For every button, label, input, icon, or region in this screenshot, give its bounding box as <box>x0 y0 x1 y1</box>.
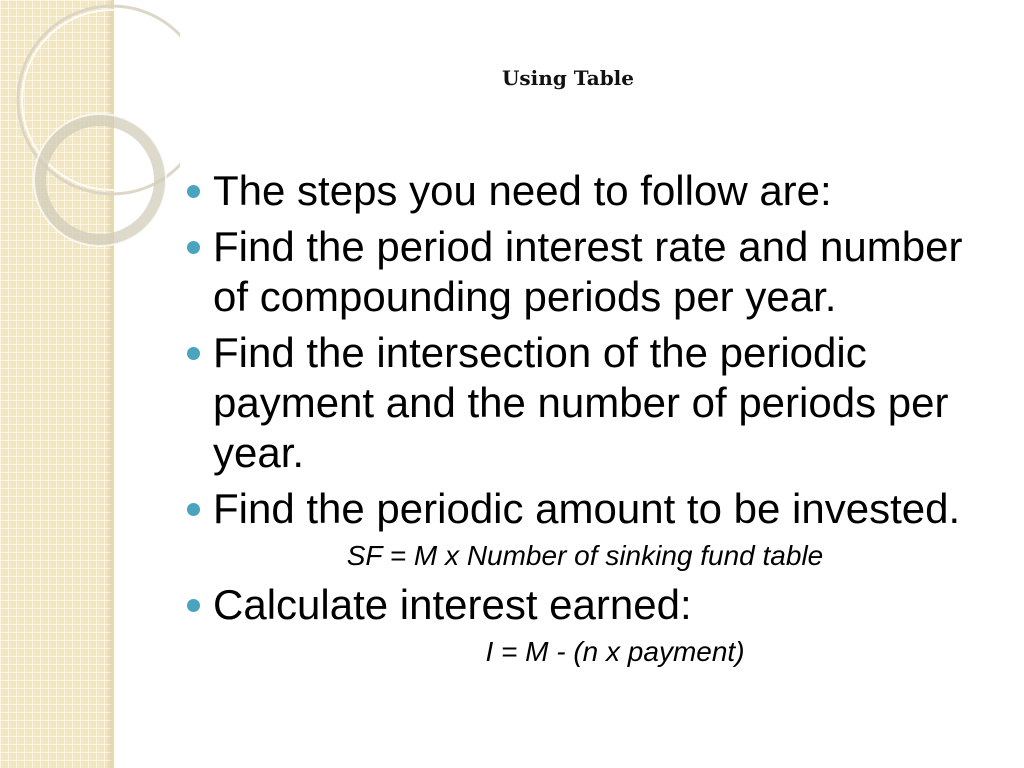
bullet-text: Find the period interest rate and number of compounding periods per year. <box>213 223 963 320</box>
bullet-dot-icon <box>187 599 200 612</box>
bullet-text: Find the intersection of the periodic payment and the number of periods per year. <box>213 329 949 476</box>
bullet-text: The steps you need to follow are: <box>213 167 832 214</box>
bullet-text: Calculate interest earned: <box>213 581 692 628</box>
slide-title: Using Table <box>501 66 635 90</box>
formula-sinking-fund: SF = M x Number of sinking fund table <box>346 540 824 571</box>
bullet-item <box>185 328 985 478</box>
bullet-item <box>185 484 985 534</box>
bullet-list <box>185 166 985 676</box>
bullet-dot-icon <box>187 503 200 516</box>
bullet-text: Find the periodic amount to be invested. <box>213 485 961 532</box>
bullet-item <box>185 166 985 216</box>
bullet-dot-icon <box>187 347 200 360</box>
formula-interest: I = M - (n x payment) <box>485 636 745 667</box>
bullet-item <box>185 222 985 322</box>
decorative-rings <box>0 0 180 260</box>
bullet-item <box>185 580 985 630</box>
bullet-dot-icon <box>187 185 200 198</box>
bullet-dot-icon <box>187 241 200 254</box>
